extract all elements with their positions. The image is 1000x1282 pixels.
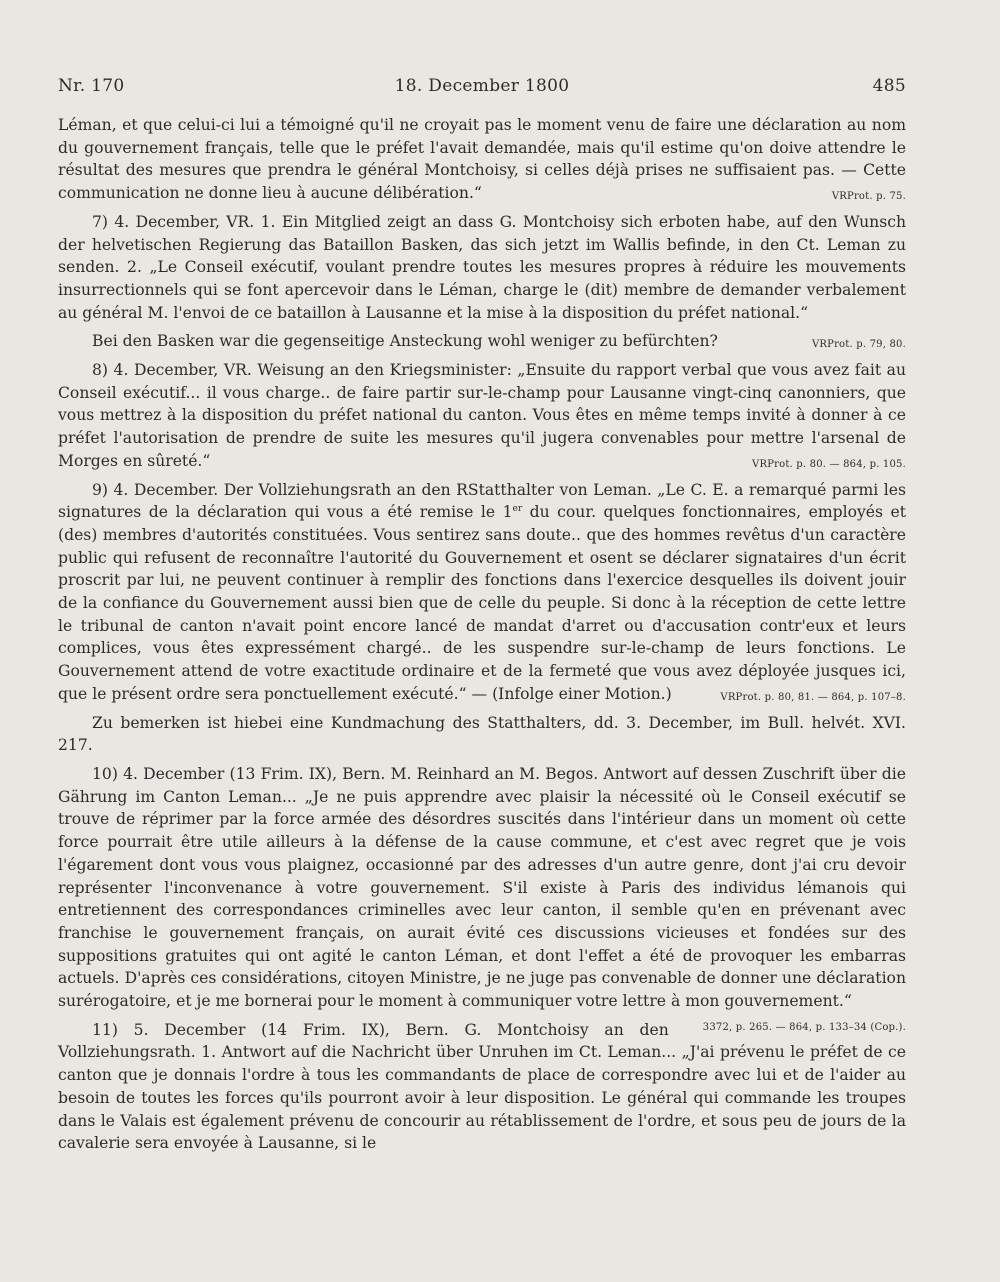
paragraph-note — [58, 330, 906, 353]
source-citation: 3372, p. 265. — 864, p. 133–34 (Cop.). — [702, 1021, 906, 1033]
paragraph-continuation — [58, 114, 906, 205]
paragraph-item-8 — [58, 359, 906, 473]
paragraph-item-7 — [58, 211, 906, 325]
paragraph-text: 8) 4. December, VR. Weisung an den Kriegsminister: „Ensuite du rapport verbal que vous avez fait au Conseil exécutif... il vous charge.. de faire partir sur-le-champ pour Lausanne vingt-cinq canonniers, que vous mettrez à la disposition du préfet national du canton. Vous êtes en même temps invité à donner à ce préfet l'autorisation de prendre de suite les mesures qu'il jugera convenables pour mettre l'arsenal de Morges en sûreté.“ — [58, 361, 906, 470]
paragraph-text: Léman, et que celui-ci lui a témoigné qu'il ne croyait pas le moment venu de faire une déclaration au nom du gouvernement français, telle que le préfet l'avait demandée, mais qu'il estime qu'on doive attendre le résultat des mesures que prendra le général Montchoisy, si celles déjà prises ne suffisaient pas. — Cette communication ne donne lieu à aucune délibération.“ — [58, 116, 906, 203]
document-body — [58, 114, 906, 1161]
document-number: Nr. 170 — [58, 76, 125, 96]
source-citation: VRProt. p. 75. — [831, 191, 906, 203]
paragraph-item-10 — [58, 763, 906, 1033]
superscript: er — [512, 504, 523, 515]
header-date: 18. December 1800 — [394, 76, 570, 96]
source-citation: VRProt. p. 79, 80. — [811, 339, 906, 351]
paragraph-text: 7) 4. December, VR. 1. Ein Mitglied zeigt an dass G. Montchoisy sich erboten habe, auf den Wunsch der helvetischen Regierung das Bataillon Basken, das sich jetzt im Wallis befinde, in den Ct. Leman zu senden. 2. „Le Conseil exécutif, voulant prendre toutes les mesures propres à réduire les mouvements insurrectionnels qui se font apercevoir dans le Léman, charge le (dit) membre de demander verbalement au général M. l'envoi de ce bataillon à Lausanne et la mise à la disposition du préfet national.“ — [58, 212, 906, 322]
source-citation: VRProt. p. 80. — 864, p. 105. — [752, 458, 906, 470]
paragraph-note — [58, 712, 906, 757]
paragraph-text: du cour. quelques fonctionnaires, employés et (des) membres d'autorités constituées. Vous sentirez sans doute.. que des hommes revêtus d'un caractère public qui refusent de reconnaître l'autorité du Gouvernement et osent se déclarer signataires d'un écrit proscrit par lui, ne peuvent continuer à remplir des fonctions dans l'exercice desquelles ils doivent jouir de la confiance du Gouvernement aussi bien que de celle du peuple. Si donc à la réception de cette lettre le tribunal de canton n'avait point encore lancé de mandat d'arret ou d'accusation contr'eux et leurs complices, vous êtes expressément chargé.. de les suspendre sur-le-champ de leurs fonctions. Le Gouvernement attend de votre exactitude ordinaire et de la fermeté que vous avez déployée jusques ici, que le présent ordre sera ponctuellement exécuté.“ — (Infolge einer Motion.) — [58, 503, 907, 703]
paragraph-text: 9) 4. December. Der Vollziehungsrath an den RStatthalter von Leman. „Le C. E. a remarqué parmi les signatures de la déclaration qui vous a été remise le 1 — [58, 480, 906, 522]
paragraph-text: 10) 4. December (13 Frim. IX), Bern. M. Reinhard an M. Begos. Antwort auf dessen Zuschrift über die Gährung im Canton Leman... „Je ne puis apprendre avec plaisir la nécessité où le Conseil exécutif se trouve de réprimer par la force armée des désordres suscités dans l'intérieur dans un moment où cette force pourrait être utile ailleurs à la défense de la cause commune, et c'est avec regret que je vois l'égarement dont vous vous plaignez, occasionné par des adresses d'un autre genre, dont j'ai cru devoir représenter l'inconvenance à votre gouvernement. S'il existe à Paris des individus lémanois qui entretiennent des correspondances criminelles avec leur canton, il semble qu'en en prévenant avec franchise le gouvernement français, on aurait évité ces discussions vicieuses et fondées sur des suppositions gratuites qui ont agité le canton Léman, et dont l'effet a été de provoquer les embarras actuels. D'après ces considérations, citoyen Ministre, je ne juge pas convenable de donner une déclaration surérogatoire, et je me bornerai pour le moment à communiquer votre lettre à mon gouvernement.“ — [58, 764, 906, 1011]
paragraph-text: Bei den Basken war die gegenseitige Ansteckung wohl weniger zu befürchten? — [92, 332, 718, 351]
paragraph-text: 11) 5. December (14 Frim. IX), Bern. G. Montchoisy an den Vollziehungsrath. 1. Antwort auf die Nachricht über Unruhen im Ct. Leman... „J'ai prévenu le préfet de ce canton que je donnais l'ordre à tous les commandants de place de correspondre avec lui et de l'aider au besoin de toutes les forces qu'ils pourront avoir à leur disposition. Le général qui commande les troupes dans le Valais est également prévenu de concourir au rétablissement de l'ordre, et sous peu de jours de la cavalerie sera envoyée à Lausanne, si le — [58, 1020, 906, 1153]
source-citation: VRProt. p. 80, 81. — 864, p. 107–8. — [720, 691, 906, 703]
paragraph-text: Zu bemerken ist hiebei eine Kundmachung des Statthalters, dd. 3. December, im Bull. helvét. XVI. 217. — [58, 713, 906, 755]
page-number: 485 — [872, 76, 906, 96]
paragraph-item-9 — [58, 479, 906, 706]
